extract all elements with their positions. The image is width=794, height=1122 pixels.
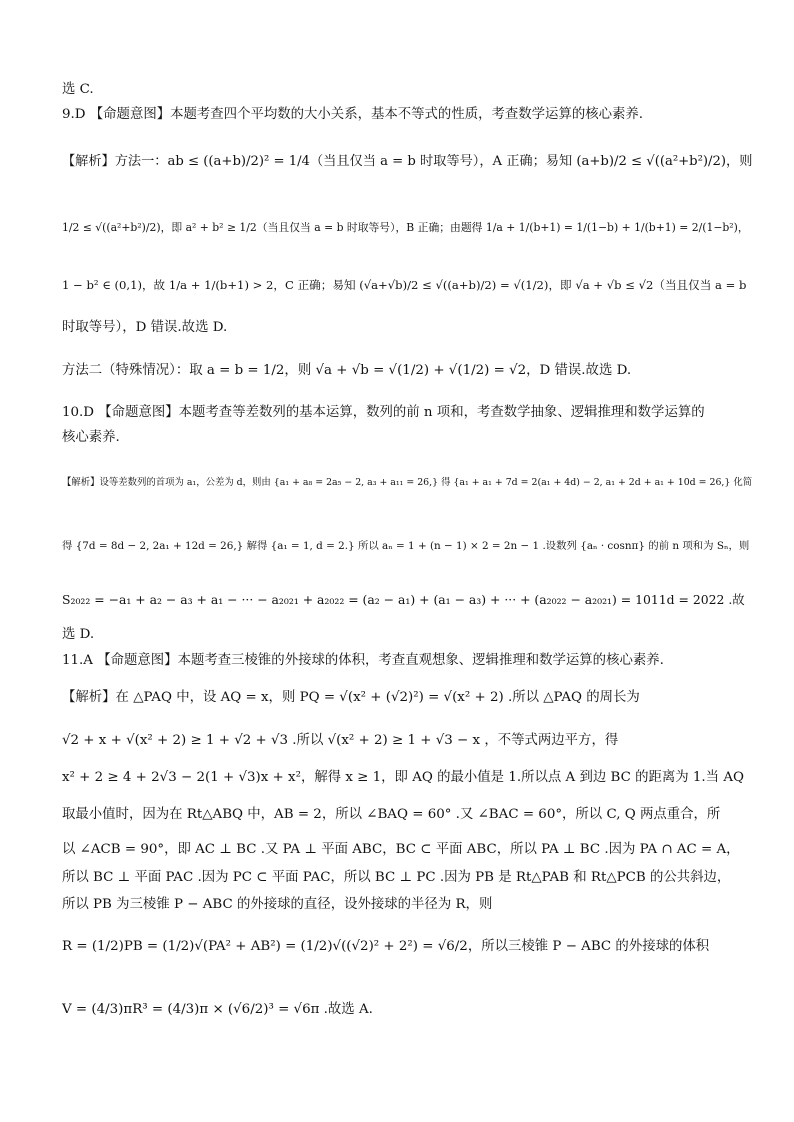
text-line: 选 D. [62,627,95,642]
text-line: 取最小值时，因为在 Rt△ABQ 中，AB = 2，所以 ∠BAQ = 60° .又 ∠BAC = 60°，所以 C, Q 两点重合，所 [62,807,721,822]
text-line: 时取等号），D 错误.故选 D. [62,320,228,335]
text-line: V = (4/3)πR³ = (4/3)π × (√6/2)³ = √6π .故选 A. [62,1002,373,1017]
text-line: 以 ∠ACB = 90°，即 AC ⊥ BC .又 PA ⊥ 平面 ABC，BC ⊂ 平面 ABC，所以 PA ⊥ BC .因为 PA ∩ AC = A， [62,842,740,857]
text-line: 选 C. [62,82,94,97]
text-line: 【解析】在 △PAQ 中，设 AQ = x，则 PQ = √(x² + (√2)²) = √(x² + 2) .所以 △PAQ 的周长为 [62,690,640,705]
text-line: x² + 2 ≥ 4 + 2√3 − 2(1 + √3)x + x²，解得 x ≥ 1，即 AQ 的最小值是 1.所以点 A 到边 BC 的距离为 1.当 AQ [62,770,744,785]
text-line: S₂₀₂₂ = −a₁ + a₂ − a₃ + a₁ − ··· − a₂₀₂₁ + a₂₀₂₂ = (a₂ − a₁) + (a₁ − a₃) + ··· + (a₂₀₂₂ − a₂₀₂₁) = 1011d = 2022 .故 [62,592,745,607]
text-line: R = (1/2)PB = (1/2)√(PA² + AB²) = (1/2)√((√2)² + 2²) = √6/2，所以三棱锥 P − ABC 的外接球的体积 [62,939,710,954]
text-line: 所以 BC ⊥ 平面 PAC .因为 PC ⊂ 平面 PAC，所以 BC ⊥ PC .因为 PB 是 Rt△PAB 和 Rt△PCB 的公共斜边， [62,870,731,885]
text-line: 得 {7d = 8d − 2, 2a₁ + 12d = 26,} 解得 {a₁ = 1, d = 2.} 所以 aₙ = 1 + (n − 1) × 2 = 2n − 1 .设数列 {aₙ · cosnπ} 的前 n 项和为 Sₙ，则 [62,540,750,552]
text-line: 核心素养. [62,430,120,445]
text-line: √2 + x + √(x² + 2) ≥ 1 + √2 + √3 .所以 √(x² + 2) ≥ 1 + √3 − x ，不等式两边平方，得 [62,733,619,748]
text-line: 【解析】方法一：ab ≤ ((a+b)/2)² = 1/4（当且仅当 a = b 时取等号），A 正确；易知 (a+b)/2 ≤ √((a²+b²)/2)，则 [62,154,753,169]
text-line: 1 − b² ∈ (0,1)，故 1/a + 1/(b+1) > 2，C 正确；易知 (√a+√b)/2 ≤ √((a+b)/2) = √(1/2)，即 √a + √b ≤ √2（当且仅当 a = b [62,278,747,292]
question-heading: 10.D 【命题意图】本题考查等差数列的基本运算，数列的前 n 项和，考查数学抽象、逻辑推理和数学运算的 [62,405,705,420]
question-heading: 11.A 【命题意图】本题考查三棱锥的外接球的体积，考查直观想象、逻辑推理和数学运算的核心素养. [62,653,664,668]
text-line: 1/2 ≤ √((a²+b²)/2)，即 a² + b² ≥ 1/2（当且仅当 a = b 时取等号），B 正确；由题得 1/a + 1/(b+1) = 1/(1−b) + 1/(b+1) = 2/(1−b²)， [62,221,749,234]
question-heading: 9.D 【命题意图】本题考查四个平均数的大小关系，基本不等式的性质，考查数学运算的核心素养. [62,107,644,122]
text-line: 所以 PB 为三棱锥 P − ABC 的外接球的直径，设外接球的半径为 R，则 [62,897,493,912]
text-line: 方法二（特殊情况）：取 a = b = 1/2，则 √a + √b = √(1/2) + √(1/2) = √2，D 错误.故选 D. [62,363,632,378]
text-line: 【解析】设等差数列的首项为 a₁，公差为 d，则由 {a₁ + a₈ = 2a₅ − 2, a₃ + a₁₁ = 26,} 得 {a₁ + a₁ + 7d = 2(a₁ + 4d) − 2, a₁ + 2d + a₁ + 10d = 26,} 化简 [62,477,753,488]
